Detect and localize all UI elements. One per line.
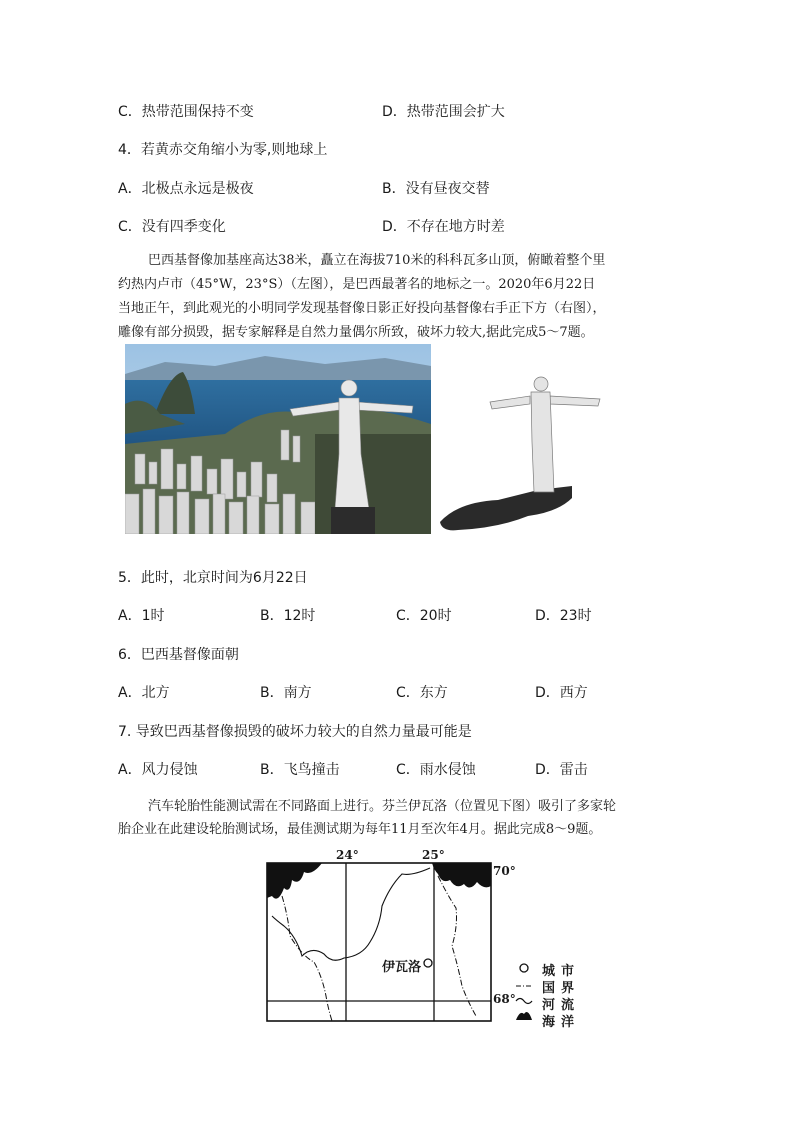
- q4-option-b: B．没有昼夜交替: [382, 181, 490, 197]
- q3-option-d: D．热带范围会扩大: [382, 104, 505, 120]
- q6-option-d: D．西方: [535, 685, 588, 701]
- q3-option-c: C．热带范围保持不变: [118, 104, 254, 120]
- q7-option-a: A．风力侵蚀: [118, 762, 198, 778]
- city-label-ivalo: 伊瓦洛: [382, 960, 422, 975]
- legend-river: 河流: [542, 998, 581, 1013]
- q5-option-b: B．12时: [260, 608, 316, 624]
- passage2-line-2: 胎企业在此建设轮胎测试场，最佳测试期为每年11月至次年4月。据此完成8～9题。: [118, 822, 602, 837]
- passage1-line-2: 约热内卢市（45°W，23°S）（左图），是巴西最著名的地标之一。2020年6月22日: [118, 277, 596, 292]
- ivalo-map: [262, 846, 592, 1030]
- lat-label-68: 68°: [493, 992, 516, 1006]
- q6-option-c: C．东方: [396, 685, 448, 701]
- q4-option-d: D．不存在地方时差: [382, 219, 505, 235]
- q6-option-b: B．南方: [260, 685, 312, 701]
- passage1-line-3: 当地正午，到此观光的小明同学发现基督像日影正好投向基督像右手正下方（右图），: [118, 301, 606, 316]
- q5-option-a: A．1时: [118, 608, 165, 624]
- legend-city: 城市: [542, 964, 581, 979]
- q6-stem: 6．巴西基督像面朝: [118, 647, 239, 663]
- q7-stem: 7. 导致巴西基督像损毁的破坏力较大的自然力量最可能是: [118, 724, 472, 740]
- lon-label-24: 24°: [336, 848, 359, 862]
- q7-option-d: D．雷击: [535, 762, 588, 778]
- legend-border: 国界: [542, 981, 581, 996]
- q5-stem: 5．此时，北京时间为6月22日: [118, 570, 308, 586]
- lon-label-25: 25°: [422, 848, 445, 862]
- q5-option-c: C．20时: [396, 608, 452, 624]
- q7-option-b: B．飞鸟撞击: [260, 762, 340, 778]
- q6-option-a: A．北方: [118, 685, 170, 701]
- legend-ocean: 海洋: [542, 1015, 581, 1030]
- q4-option-a: A．北极点永远是极夜: [118, 181, 254, 197]
- q7-option-c: C．雨水侵蚀: [396, 762, 476, 778]
- lat-label-70: 70°: [493, 864, 516, 878]
- rio-photo: [125, 344, 431, 534]
- q4-option-c: C．没有四季变化: [118, 219, 226, 235]
- statue-shadow-photo: [438, 372, 606, 532]
- q5-option-d: D．23时: [535, 608, 592, 624]
- passage2-line-1: 汽车轮胎性能测试需在不同路面上进行。芬兰伊瓦洛（位置见下图）吸引了多家轮: [148, 799, 617, 814]
- passage1-line-4: 雕像有部分损毁，据专家解释是自然力量偶尔所致，破坏力较大,据此完成5～7题。: [118, 325, 594, 340]
- passage1-line-1: 巴西基督像加基座高达38米，矗立在海拔710米的科科瓦多山顶，俯瞰着整个里: [148, 253, 606, 268]
- q4-stem: 4．若黄赤交角缩小为零,则地球上: [118, 142, 328, 158]
